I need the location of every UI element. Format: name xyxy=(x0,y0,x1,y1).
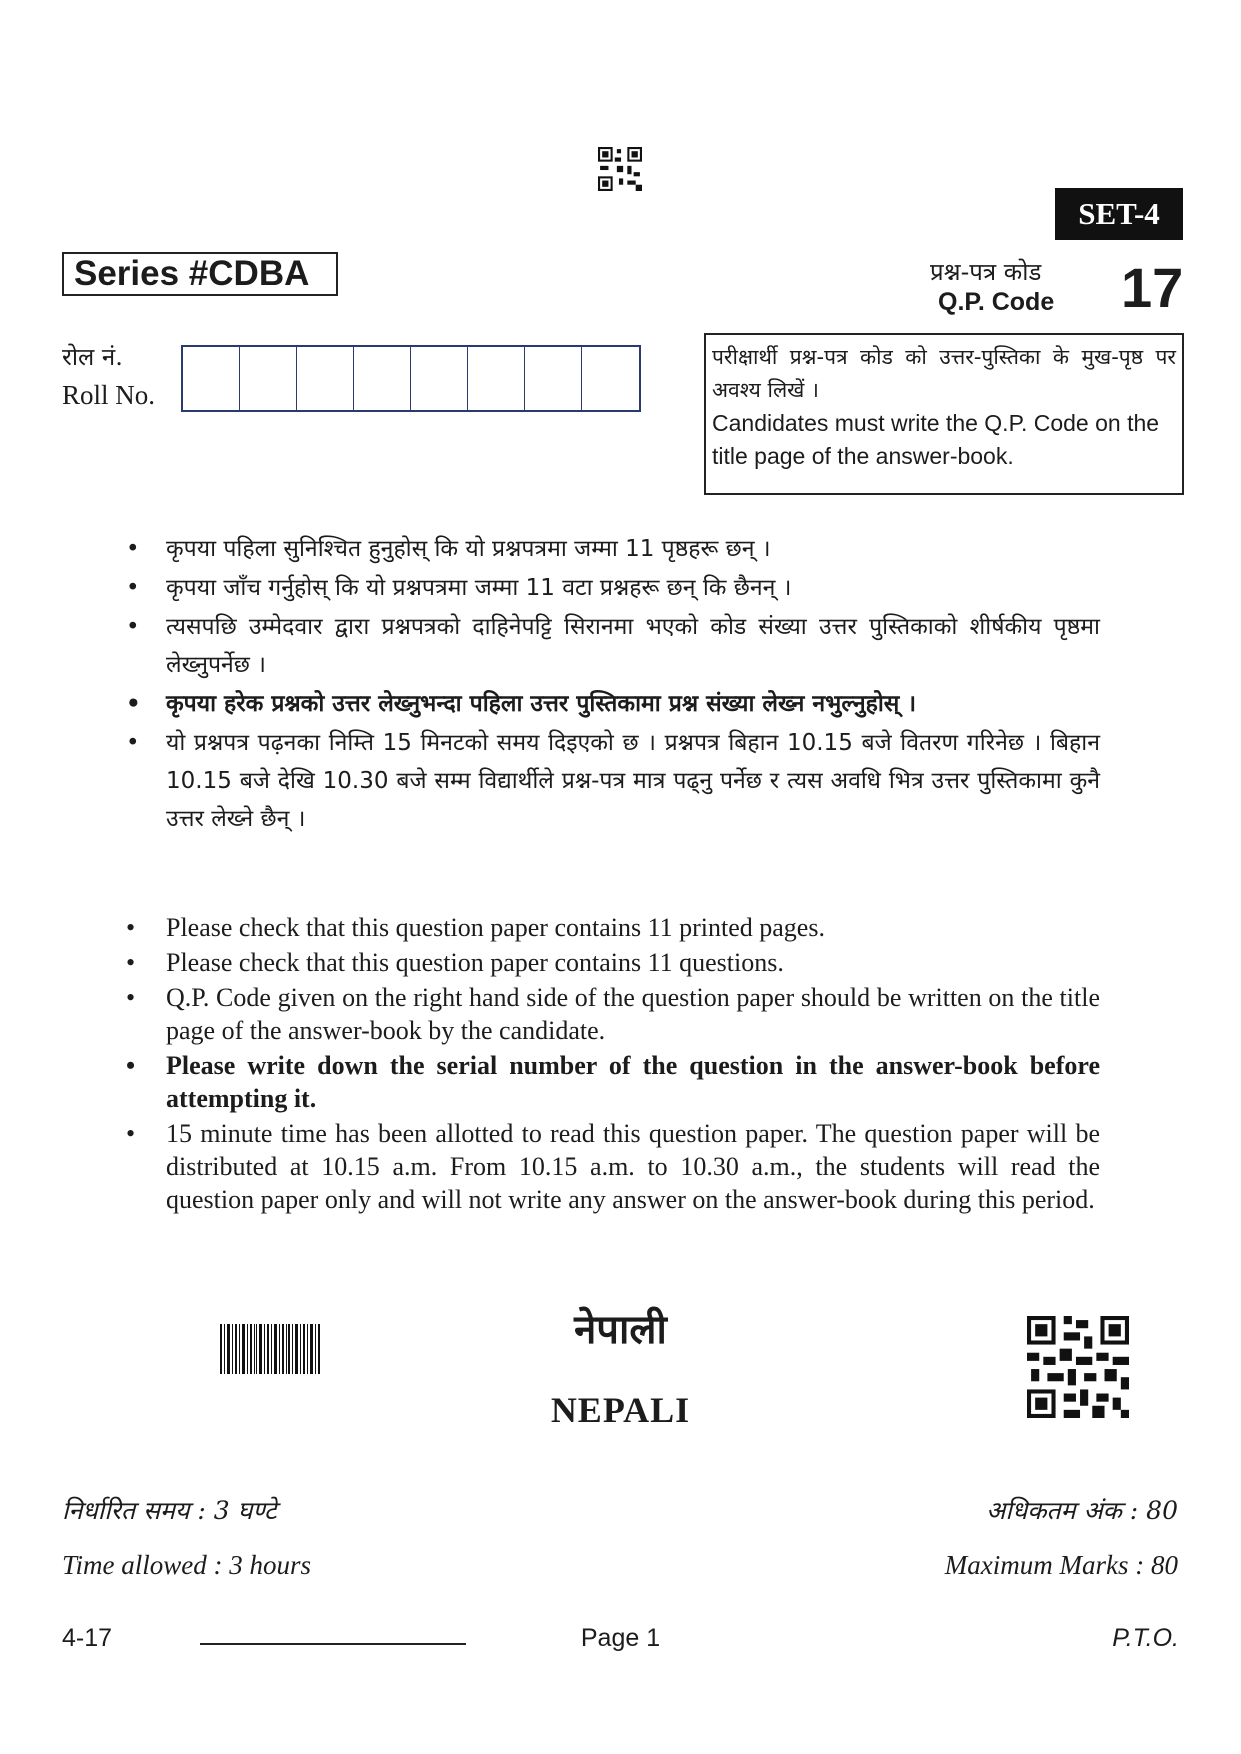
list-item: • त्यसपछि उम्मेदवार द्वारा प्रश्नपत्रको दाहिनेपट्टि सिरानमा भएको कोड संख्या उत्तर पुस्तिकाको शीर्षकीय पृष्ठमा लेख्नुपर्नेछ । xyxy=(126,614,1100,678)
roll-digit-box[interactable] xyxy=(411,347,468,410)
roll-number-boxes xyxy=(181,345,641,412)
instructions-nepali xyxy=(124,530,1100,839)
instruction-text: त्यसपछि उम्मेदवार द्वारा प्रश्नपत्रको दाहिनेपट्टि सिरानमा भएको कोड संख्या उत्तर पुस्तिकाको शीर्षकीय पृष्ठमा लेख्नुपर्नेछ । xyxy=(166,614,1100,678)
instruction-text: कृपया जाँच गर्नुहोस् कि यो प्रश्नपत्रमा जम्मा 11 वटा प्रश्नहरू छन् कि छैनन् । xyxy=(166,575,792,601)
series-label: Series #CDBA xyxy=(62,252,338,296)
qp-code-note: Candidates must write the Q.P. Code on the title page of the answer-book. xyxy=(712,410,1160,469)
maximum-marks: Maximum Marks : 80 xyxy=(944,1550,1178,1580)
qr-code-icon xyxy=(1027,1316,1129,1418)
set-badge: SET-4 xyxy=(1055,188,1183,240)
list-item: • Please check that this question paper contains 11 printed pages. xyxy=(126,913,825,942)
list-item: • 15 minute time has been allotted to read this question paper. The question paper will be distributed at 10.15 a.m. From 10.15 a.m. to 10.30 a.m., the students will read the question paper only and will not write any answer on the answer-book during this period. xyxy=(126,1119,1100,1214)
instruction-text: यो प्रश्नपत्र पढ़नका निम्ति 15 मिनटको समय दिइएको छ । प्रश्नपत्र बिहान 10.15 बजे वितरण गरिनेछ । बिहान 10.15 बजे देखि 10.30 बजे सम्म विद्यार्थीले प्रश्न-पत्र मात्र पढ्नु पर्नेछ र त्यस अवधि भित्र उत्तर पुस्तिकामा कुनै उत्तर लेख्ने छैन् । xyxy=(166,730,1100,832)
roll-label: Roll No. xyxy=(62,380,156,410)
time-allowed: Time allowed : 3 hours xyxy=(62,1550,312,1580)
please-turn-over: P.T.O. xyxy=(1112,1624,1179,1652)
qp-code-note-box xyxy=(704,333,1184,495)
instructions-english xyxy=(124,911,1100,1218)
instruction-text: Q.P. Code given on the right hand side of the question paper should be written on the title page of the answer-book by the candidate. xyxy=(166,983,1100,1045)
roll-digit-box[interactable] xyxy=(468,347,525,410)
subject-title: NEPALI xyxy=(550,1390,691,1430)
list-item: • कृपया हरेक प्रश्नको उत्तर लेख्नुभन्दा पहिला उत्तर पुस्तिकामा प्रश्न संख्या लेख्न नभुल्नुहोस् । xyxy=(126,691,917,717)
list-item: • कृपया पहिला सुनिश्चित हुनुहोस् कि यो प्रश्नपत्रमा जम्मा 11 पृष्ठहरू छन् । xyxy=(126,536,771,562)
roll-digit-box[interactable] xyxy=(525,347,582,410)
instruction-text: कृपया हरेक प्रश्नको उत्तर लेख्नुभन्दा पहिला उत्तर पुस्तिकामा प्रश्न संख्या लेख्न नभुल्नुहोस् । xyxy=(166,691,917,717)
list-item: • यो प्रश्नपत्र पढ़नका निम्ति 15 मिनटको समय दिइएको छ । प्रश्नपत्र बिहान 10.15 बजे वितरण गरिनेछ । बिहान 10.15 बजे देखि 10.30 बजे सम्म विद्यार्थीले प्रश्न-पत्र मात्र पढ्नु पर्नेछ र त्यस अवधि भित्र उत्तर पुस्तिकामा कुनै उत्तर लेख्ने छैन् । xyxy=(126,730,1100,832)
page-number: Page 1 xyxy=(580,1624,661,1652)
list-item: • Q.P. Code given on the right hand side of the question paper should be written on the title page of the answer-book by the candidate. xyxy=(126,983,1100,1045)
list-item: • Please check that this question paper contains 11 questions. xyxy=(126,948,784,977)
maximum-marks-hindi: अधिकतम अंक : 80 xyxy=(986,1496,1178,1525)
list-item: • Please write down the serial number of the question in the answer-book before attempting it. xyxy=(126,1051,1100,1113)
footer-paper-code: 4-17 xyxy=(62,1624,113,1652)
roll-digit-box[interactable] xyxy=(297,347,354,410)
instruction-text: 15 minute time has been allotted to read this question paper. The question paper will be distributed at 10.15 a.m. From 10.15 a.m. to 10.30 a.m., the students will read the question paper only and will not write any answer on the answer-book during this period. xyxy=(166,1119,1100,1214)
instruction-text: Please check that this question paper contains 11 questions. xyxy=(166,948,784,977)
qp-code-label: Q.P. Code xyxy=(938,288,1055,316)
instruction-text: कृपया पहिला सुनिश्चित हुनुहोस् कि यो प्रश्नपत्रमा जम्मा 11 पृष्ठहरू छन् । xyxy=(166,536,771,562)
roll-digit-box[interactable] xyxy=(354,347,411,410)
roll-digit-box[interactable] xyxy=(183,347,240,410)
subject-title-nepali: नेपाली xyxy=(574,1307,667,1353)
roll-label-hindi: रोल नं. xyxy=(62,343,123,371)
instruction-text: Please check that this question paper contains 11 printed pages. xyxy=(166,913,825,942)
roll-digit-box[interactable] xyxy=(240,347,297,410)
qp-code-note-hindi: परीक्षार्थी प्रश्न-पत्र कोड को उत्तर-पुस्तिका के मुख-पृष्ठ पर अवश्य लिखें । xyxy=(712,345,1176,402)
list-item: • कृपया जाँच गर्नुहोस् कि यो प्रश्नपत्रमा जम्मा 11 वटा प्रश्नहरू छन् कि छैनन् । xyxy=(126,575,792,601)
time-allowed-hindi: निर्धारित समय : 3 घण्टे xyxy=(62,1496,277,1525)
roll-digit-box[interactable] xyxy=(582,347,639,410)
qp-code-value: 17 xyxy=(1121,256,1184,319)
qr-code-small-icon xyxy=(598,147,642,191)
instruction-text: Please write down the serial number of the question in the answer-book before attempting it. xyxy=(166,1051,1100,1113)
qp-code-label-hindi: प्रश्न-पत्र कोड xyxy=(930,258,1042,286)
